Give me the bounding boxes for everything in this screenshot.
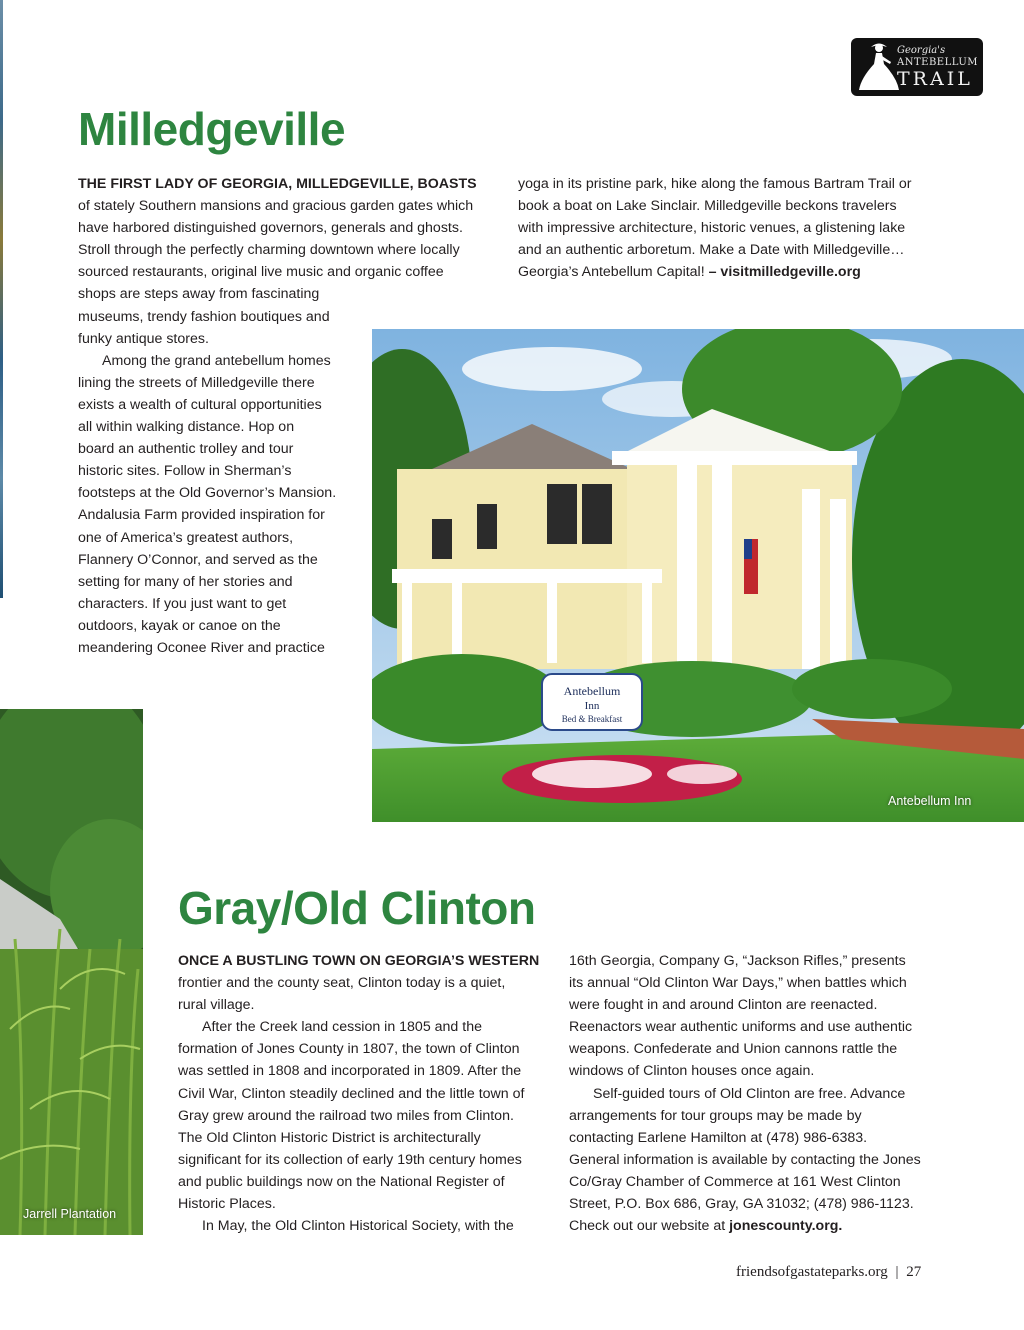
clinton-lead: ONCE A BUSTLING TOWN ON GEORGIA’S WESTERN (178, 953, 540, 969)
footer-site-link[interactable]: friendsofgastateparks.org (736, 1264, 888, 1280)
body-line: rural village. (178, 997, 255, 1014)
body-line: funky antique stores. (78, 330, 209, 347)
body-line: outdoors, kayak or canoe on the (78, 617, 281, 634)
antebellum-inn-photo (372, 329, 1024, 822)
logo-antebellum-text: ANTEBELLUM (897, 57, 978, 68)
body-line: Historic Places. (178, 1196, 276, 1213)
body-line: General information is available by contacting the Jones (569, 1151, 921, 1168)
clinton-column-2 (569, 950, 949, 1237)
inn-sign-line2: Inn (584, 700, 600, 712)
body-line: board an authentic trolley and tour (78, 441, 294, 458)
body-line: Check out our website at (569, 1218, 730, 1235)
body-line: Georgia’s Antebellum Capital! (518, 264, 709, 281)
body-line: footsteps at the Old Governor’s Mansion. (78, 485, 337, 502)
body-line: setting for many of her stories and (78, 573, 293, 590)
body-line: characters. If you just want to get (78, 595, 287, 612)
clinton-column-1 (178, 950, 548, 1237)
body-line: weapons. Confederate and Union cannons rattle the (569, 1041, 898, 1058)
body-line: contacting Earlene Hamilton at (478) 986-6383. (569, 1129, 868, 1146)
body-line: Flannery O’Connor, and served as the (78, 551, 318, 568)
body-line: of stately Southern mansions and gracious garden gates which (78, 198, 474, 215)
body-line: In May, the Old Clinton Historical Society, with the (202, 1218, 514, 1235)
body-line: meandering Oconee River and practice (78, 639, 325, 656)
jarrell-plantation-photo (0, 709, 143, 1235)
body-line: Co/Gray Chamber of Commerce at 161 West Clinton (569, 1173, 901, 1190)
body-line: The Old Clinton Historic District is architecturally (178, 1129, 481, 1146)
inn-sign-line3: Bed & Breakfast (561, 714, 623, 724)
body-line: Gray grew around the railroad two miles from Clinton. (178, 1107, 514, 1124)
body-line: one of America’s greatest authors, (78, 529, 294, 546)
body-line: shops are steps away from fascinating (78, 286, 320, 303)
body-line: Self-guided tours of Old Clinton are free. Advance (593, 1085, 906, 1102)
logo-trail-text: TRAIL (897, 68, 973, 90)
body-line: After the Creek land cession in 1805 and the (202, 1019, 482, 1036)
antebellum-inn-caption: Antebellum Inn (888, 794, 972, 808)
body-line: Reenactors wear authentic uniforms and use authentic (569, 1019, 913, 1036)
body-line: museums, trendy fashion boutiques and (78, 308, 330, 325)
body-line: with impressive architecture, historic venues, a glistening lake (518, 220, 906, 237)
body-line: Stroll through the perfectly charming downtown where locally (78, 242, 460, 259)
body-line: 16th Georgia, Company G, “Jackson Rifles,” presents (569, 953, 906, 969)
gray-old-clinton-title: Gray/Old Clinton (178, 882, 536, 934)
body-line: and an authentic arboretum. Make a Date with Milledgeville… (518, 242, 905, 259)
body-line: was settled in 1808 and incorporated in 1809. After the (178, 1063, 522, 1080)
logo-script-text: Georgia's (897, 45, 946, 56)
body-line: Andalusia Farm provided inspiration for (78, 507, 325, 524)
body-line: all within walking distance. Hop on (78, 419, 295, 436)
milledgeville-column-2 (518, 173, 938, 283)
visitmilledgeville-link[interactable]: – visitmilledgeville.org (708, 264, 861, 281)
body-line: Among the grand antebellum homes (102, 352, 331, 369)
body-line: frontier and the county seat, Clinton today is a quiet, (178, 975, 506, 992)
body-line: Street, P.O. Box 686, Gray, GA 31032; (478) 986-1123. (569, 1196, 914, 1213)
body-line: yoga in its pristine park, hike along the famous Bartram Trail or (518, 176, 912, 192)
edge-photo-strip (0, 0, 3, 598)
milledgeville-title: Milledgeville (78, 103, 346, 155)
body-line: sourced restaurants, original live music and organic coffee (78, 264, 444, 281)
body-line: exists a wealth of cultural opportunities (78, 396, 322, 413)
body-line: Civil War, Clinton steadily declined and the little town of (178, 1085, 525, 1102)
body-line: windows of Clinton houses once again. (569, 1063, 815, 1080)
page-footer (736, 1264, 921, 1281)
body-line: were fought in and around Clinton are reenacted. (569, 997, 878, 1014)
inn-sign-line1: Antebellum (563, 684, 621, 698)
body-line: formation of Jones County in 1807, the town of Clinton (178, 1041, 520, 1058)
body-line: significant for its collection of early 19th century homes (178, 1151, 522, 1168)
jonescounty-link[interactable]: jonescounty.org. (729, 1218, 843, 1235)
antebellum-trail-logo (851, 38, 983, 96)
body-line: historic sites. Follow in Sherman’s (78, 463, 292, 480)
footer-separator: | (895, 1264, 899, 1280)
body-line: its annual “Old Clinton War Days,” when battles which (569, 975, 907, 992)
body-line: lining the streets of Milledgeville there (78, 374, 315, 391)
body-line: book a boat on Lake Sinclair. Milledgeville beckons travelers (518, 198, 897, 215)
body-line: have harbored distinguished governors, generals and ghosts. (78, 220, 463, 237)
body-line: and public buildings now on the National Register of (178, 1173, 505, 1190)
jarrell-plantation-caption: Jarrell Plantation (23, 1207, 117, 1221)
page-number: 27 (906, 1264, 922, 1280)
body-line: arrangements for tour groups may be made by (569, 1107, 862, 1124)
milledgeville-lead: THE FIRST LADY OF GEORGIA, MILLEDGEVILLE, BOASTS (78, 176, 477, 192)
